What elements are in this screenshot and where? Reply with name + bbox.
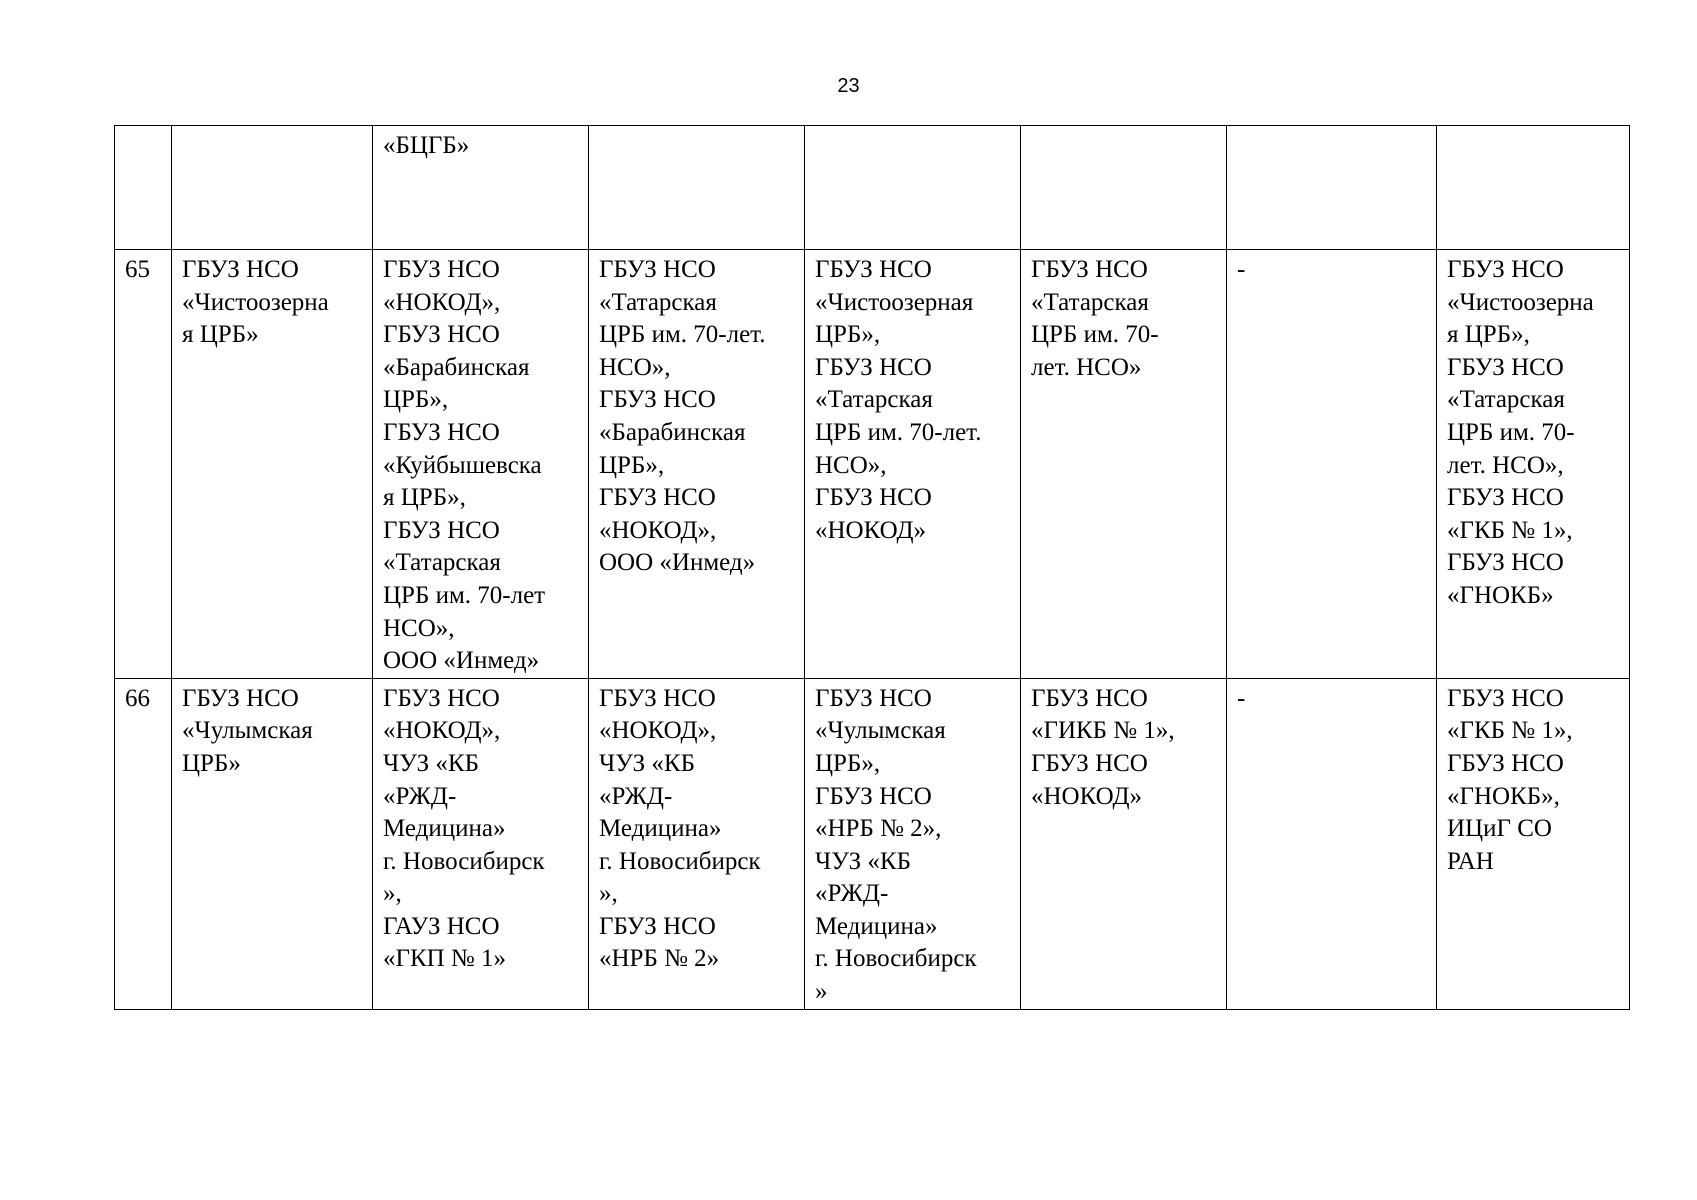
organization-cell: ГБУЗ НСО «Чулымская ЦРБ» [172,678,373,1009]
table-row [115,126,1630,250]
row-number-cell: 65 [115,250,172,679]
table-cell [589,126,805,250]
table-cell: - [1227,250,1437,679]
facilities-table [114,125,1630,1010]
table-cell: ГБУЗ НСО «Чулымская ЦРБ», ГБУЗ НСО «НРБ № 2», ЧУЗ «КБ «РЖД- Медицина» г. Новосибирск » [805,678,1021,1009]
organization-cell [172,126,373,250]
table-cell: ГБУЗ НСО «НОКОД», ЧУЗ «КБ «РЖД- Медицина» г. Новосибирск », ГБУЗ НСО «НРБ № 2» [589,678,805,1009]
table-cell: - [1227,678,1437,1009]
row-number-cell [115,126,172,250]
table-cell [1227,126,1437,250]
page-number: 23 [837,75,860,97]
organization-cell: ГБУЗ НСО «Чистоозерна я ЦРБ» [172,250,373,679]
table-row [115,250,1630,679]
table-row [115,678,1630,1009]
table-cell: ГБУЗ НСО «Чистоозерна я ЦРБ», ГБУЗ НСО «Татарская ЦРБ им. 70- лет. НСО», ГБУЗ НСО «ГКБ № 1», ГБУЗ НСО «ГНОКБ» [1437,250,1630,679]
table-cell: ГБУЗ НСО «Татарская ЦРБ им. 70-лет. НСО», ГБУЗ НСО «Барабинская ЦРБ», ГБУЗ НСО «НОКОД», ООО «Инмед» [589,250,805,679]
table-cell: «БЦГБ» [373,126,589,250]
table-cell: ГБУЗ НСО «ГИКБ № 1», ГБУЗ НСО «НОКОД» [1021,678,1227,1009]
table-cell [1437,126,1630,250]
table-cell [805,126,1021,250]
row-number-cell: 66 [115,678,172,1009]
table-cell: ГБУЗ НСО «НОКОД», ЧУЗ «КБ «РЖД- Медицина» г. Новосибирск », ГАУЗ НСО «ГКП № 1» [373,678,589,1009]
table-cell: ГБУЗ НСО «ГКБ № 1», ГБУЗ НСО «ГНОКБ», ИЦиГ СО РАН [1437,678,1630,1009]
table-cell: ГБУЗ НСО «НОКОД», ГБУЗ НСО «Барабинская ЦРБ», ГБУЗ НСО «Куйбышевска я ЦРБ», ГБУЗ НСО «Татарская ЦРБ им. 70-лет НСО», ООО «Инмед» [373,250,589,679]
table-cell: ГБУЗ НСО «Чистоозерная ЦРБ», ГБУЗ НСО «Татарская ЦРБ им. 70-лет. НСО», ГБУЗ НСО «НОКОД» [805,250,1021,679]
table-cell: ГБУЗ НСО «Татарская ЦРБ им. 70- лет. НСО» [1021,250,1227,679]
table-cell [1021,126,1227,250]
